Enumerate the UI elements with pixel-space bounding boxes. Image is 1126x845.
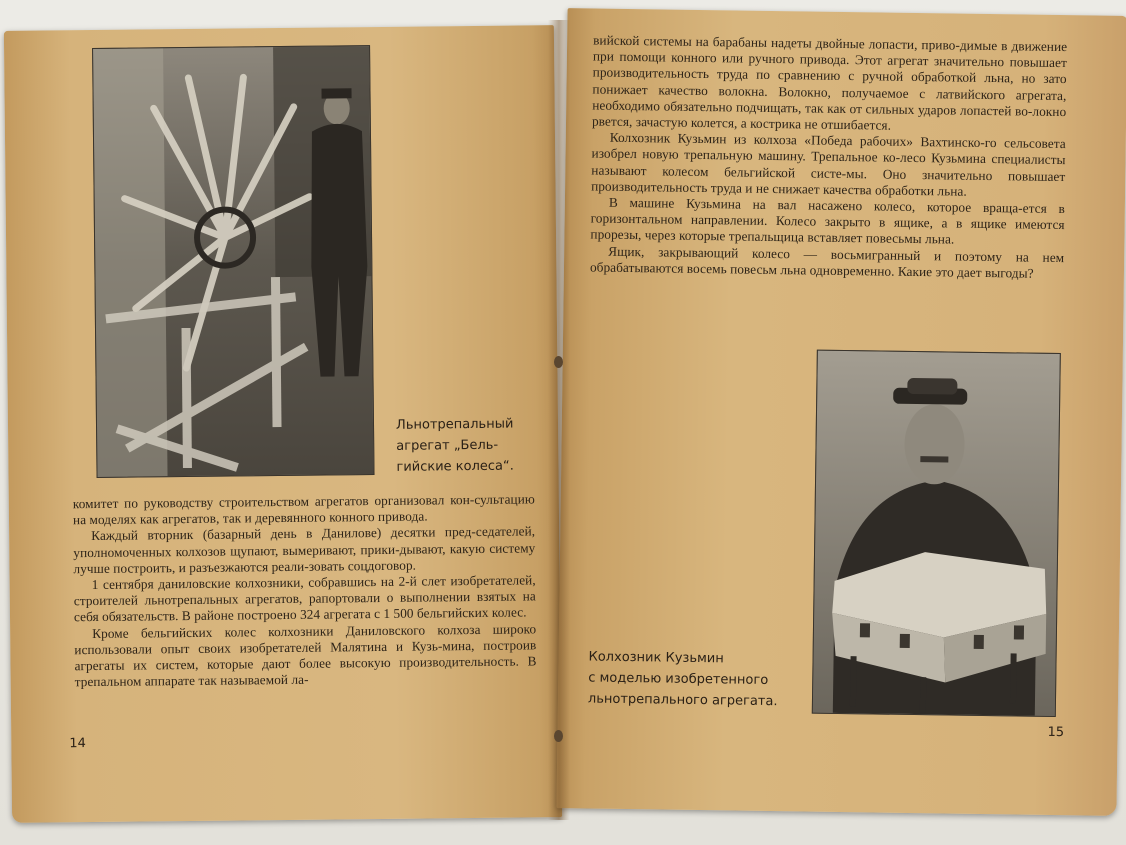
staple-hole-top — [554, 356, 563, 368]
paragraph: 1 сентября даниловские колхозники, собравшись на 2-й слет изобретателей, строителей льнотрепальных агрегатов, рапортовали о выполнении взятых на себя обязательств. В районе построено 324 агрегата с 1 500 бельгийских колес. — [73, 572, 536, 625]
left-page — [4, 25, 562, 823]
right-photo-caption: Колхозник Кузьмин с моделью изобретенного льнотрепального агрегата. — [587, 649, 778, 710]
kuzmin-portrait-photo — [812, 350, 1061, 717]
right-page — [556, 8, 1126, 816]
staple-hole-bottom — [554, 730, 563, 742]
left-photo-caption: Льнотрепальный агрегат „Бель- гийские колеса“. — [395, 416, 514, 475]
paragraph: Каждый вторник (базарный день в Данилове) десятки пред-седателей, уполномоченных колхозов щупают, вымеривают, прики-дывают, какую систему лучше построить, и разъезжаются реали-зовать соцдоговор. — [73, 523, 536, 577]
paragraph: Кроме бельгийских колес колхозники Даниловского колхоза широко использовали опыт своих изобретателей Малятина и Кузь-мина, построив агрегаты их систем, которые дают более высокую производительность. В трепальном аппарате так называемой ла- — [74, 620, 537, 690]
paragraph: комитет по руководству строительством агрегатов организовал кон-сультацию на моделях как агрегатов, так и деревянного конного привода. — [72, 491, 535, 528]
paragraph: вийской системы на барабаны надеты двойные лопасти, приво-димые в движение при помощи конного или ручного привода. Этот агрегат значительно повышает производительность труда по сравнению с ручной обработкой льна, но зато понижает качество волокна. Волокно, получаемое с латвийского агрегата, необходимо обязательно подчищать, так как от сильных ударов лопастей во-локно рвется, зачастую колется, а кострика не отшибается. — [591, 32, 1068, 133]
page-number-right: 15 — [1047, 724, 1065, 741]
book-gutter — [548, 20, 570, 820]
flax-scutching-machine-photo — [92, 45, 374, 478]
left-page-text — [73, 491, 537, 690]
right-page-text — [590, 32, 1067, 282]
paragraph: Колхозник Кузьмин из колхоза «Победа рабочих» Вахтинско-го сельсовета изобрел новую трепальную машину. Трепальное ко-лесо Кузьмина специалисты называют колесом бельгийской систе-мы. Оно значительно повышает производительность труда и не снижает качества обработки льна. — [591, 129, 1066, 199]
page-number-left: 14 — [69, 736, 86, 752]
paragraph: Ящик, закрывающий колесо — восьмигранный и поэтому на нем обрабатываются восемь повесьм льна одновременно. Какие это дает выгоды? — [589, 243, 1065, 281]
paragraph: В машине Кузьмина на вал насажено колесо, которое враща-ется в горизонтальном направлении. Колесо закрыто в ящике, а в ящике имеются прорезы, через которые трепальщица вставляет повесьмы льна. — [590, 194, 1065, 247]
